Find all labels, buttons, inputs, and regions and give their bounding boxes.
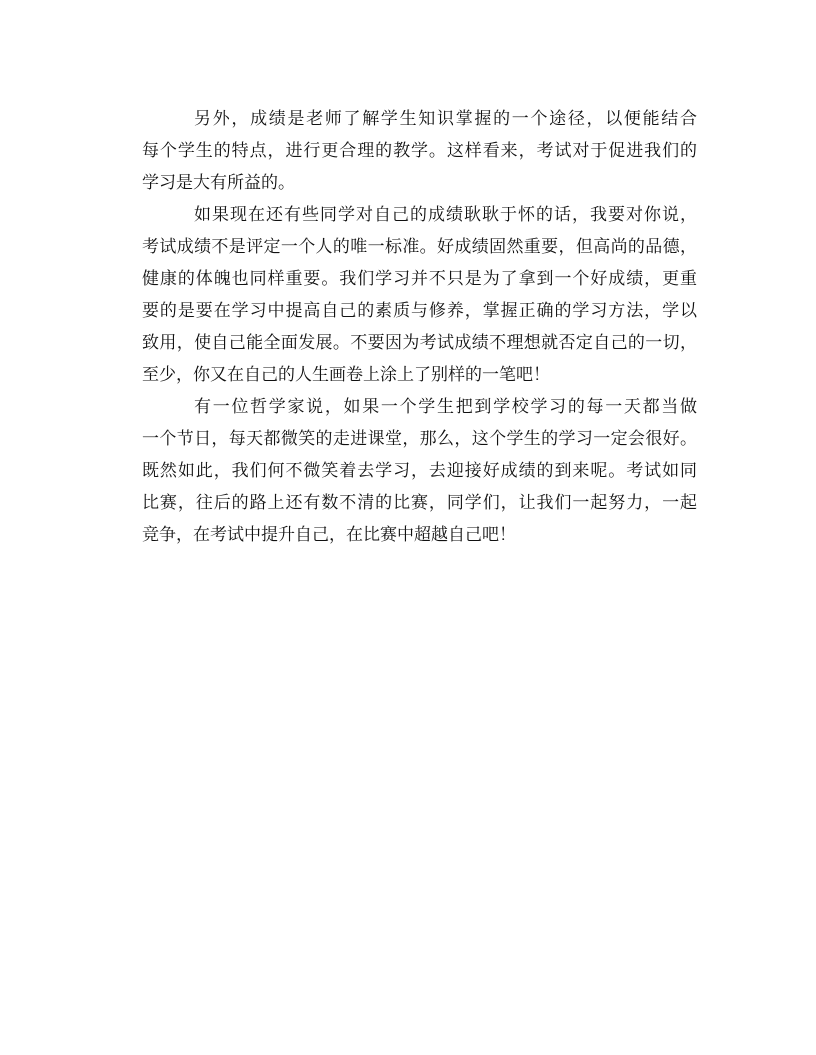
text-line: 至少，你又在自己的人生画卷上涂上了别样的一笔吧！ [142,365,550,385]
document-body [142,103,697,551]
text-line: 一个节日，每天都微笑的走进课堂，那么，这个学生的学习一定会很好。 [142,429,697,449]
paragraph-3 [142,391,697,551]
text-line: 致用，使自己能全面发展。不要因为考试成绩不理想就否定自己的一切， [142,333,697,353]
text-line: 有一位哲学家说，如果一个学生把到学校学习的每一天都当做 [194,397,697,417]
text-line: 比赛，往后的路上还有数不清的比赛，同学们，让我们一起努力，一起 [142,493,697,513]
text-line: 竞争，在考试中提升自己，在比赛中超越自己吧！ [142,525,516,545]
paragraph-2 [142,199,697,391]
text-line: 每个学生的特点，进行更合理的教学。这样看来，考试对于促进我们的 [142,141,697,161]
text-line: 既然如此，我们何不微笑着去学习，去迎接好成绩的到来呢。考试如同 [142,461,697,481]
paragraph-1 [142,103,697,199]
text-line: 学习是大有所益的。 [142,173,295,193]
text-line: 如果现在还有些同学对自己的成绩耿耿于怀的话，我要对你说， [194,205,697,225]
text-line: 健康的体魄也同样重要。我们学习并不只是为了拿到一个好成绩，更重 [142,269,697,289]
text-line: 另外，成绩是老师了解学生知识掌握的一个途径，以便能结合 [194,109,697,129]
text-line: 要的是要在学习中提高自己的素质与修养，掌握正确的学习方法，学以 [142,301,697,321]
text-line: 考试成绩不是评定一个人的唯一标准。好成绩固然重要，但高尚的品德， [142,237,697,257]
